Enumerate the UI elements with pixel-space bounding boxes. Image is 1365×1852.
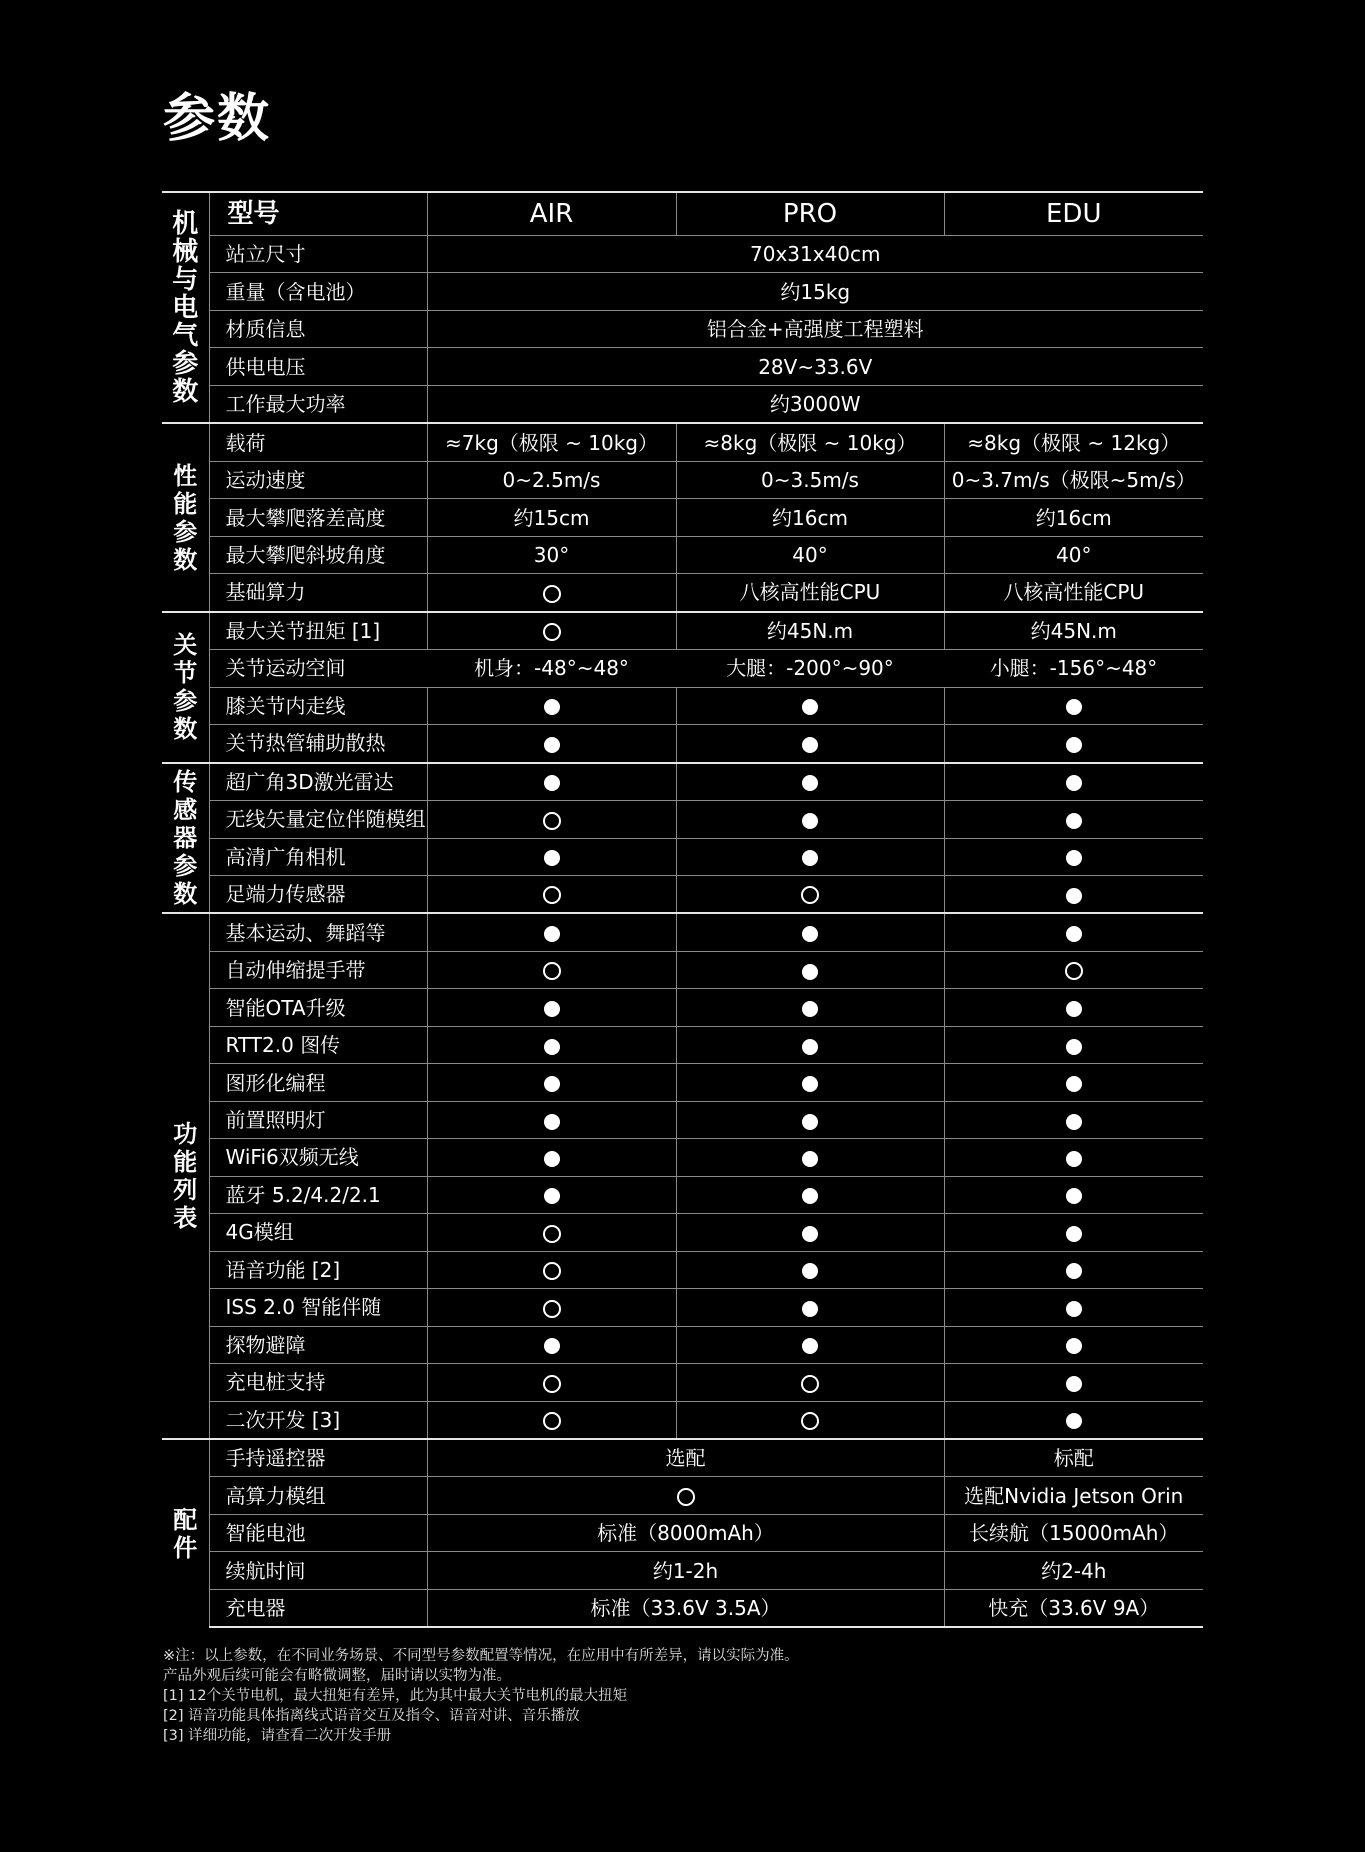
table-row (162, 1214, 1203, 1251)
footnote: [2] 语音功能具体指离线式语音交互及指令、语音对讲、音乐播放 (163, 1708, 580, 1724)
filled-circle-icon (802, 964, 818, 980)
filled-circle-icon (1066, 813, 1082, 829)
spec-table (162, 191, 1203, 1628)
row-label: 高清广角相机 (209, 838, 427, 875)
header-pro: PRO (676, 192, 944, 236)
table-row (162, 1401, 1203, 1439)
cell-air (427, 763, 676, 801)
cell-air (427, 1251, 676, 1288)
filled-circle-icon (1066, 850, 1082, 866)
cell-air (427, 574, 676, 612)
row-label: 语音功能 [2] (209, 1251, 427, 1288)
row-label: 运动速度 (209, 461, 427, 498)
cell-edu: 选配Nvidia Jetson Orin (944, 1477, 1203, 1514)
cell-edu (944, 1064, 1203, 1101)
cell-value: 铝合金+高强度工程塑料 (427, 310, 1203, 347)
row-label: 材质信息 (209, 310, 427, 347)
cell-air (427, 725, 676, 763)
cell-edu: 0~3.7m/s（极限~5m/s） (944, 461, 1203, 498)
section-joint: 关节参数 (162, 612, 209, 763)
table-row (162, 236, 1203, 273)
cell-value: 约3000W (427, 385, 1203, 423)
table-row (162, 348, 1203, 385)
cell-air-pro (427, 1477, 944, 1514)
page-title: 参数 (163, 89, 272, 149)
cell-edu (944, 1326, 1203, 1363)
cell-edu (944, 913, 1203, 951)
cell-pro (676, 1326, 944, 1363)
cell-edu (944, 801, 1203, 838)
cell-air (427, 1401, 676, 1439)
empty-circle-icon (677, 1488, 695, 1506)
filled-circle-icon (802, 1263, 818, 1279)
filled-circle-icon (544, 1114, 560, 1130)
filled-circle-icon (1066, 1263, 1082, 1279)
empty-circle-icon (801, 886, 819, 904)
cell-edu (944, 763, 1203, 801)
table-row (162, 1251, 1203, 1288)
cell-edu (944, 1289, 1203, 1326)
cell-air-pro: 选配 (427, 1439, 944, 1477)
row-label: 充电桩支持 (209, 1364, 427, 1401)
cell-edu (944, 1176, 1203, 1213)
cell-pro (676, 1139, 944, 1176)
header-model: 型号 (209, 192, 427, 236)
row-label: 蓝牙 5.2/4.2/2.1 (209, 1176, 427, 1213)
table-row (162, 1064, 1203, 1101)
table-row (162, 951, 1203, 988)
filled-circle-icon (544, 1188, 560, 1204)
cell-edu: 约45N.m (944, 612, 1203, 650)
filled-circle-icon (1066, 699, 1082, 715)
table-row (162, 1552, 1203, 1589)
filled-circle-icon (544, 850, 560, 866)
row-label: 最大关节扭矩 [1] (209, 612, 427, 650)
row-label: 无线矢量定位伴随模组 (209, 801, 427, 838)
table-row (162, 1326, 1203, 1363)
row-label: 探物避障 (209, 1326, 427, 1363)
cell-pro: 0~3.5m/s (676, 461, 944, 498)
cell-air (427, 875, 676, 913)
table-row (162, 461, 1203, 498)
cell-edu: 约2-4h (944, 1552, 1203, 1589)
cell-air (427, 1139, 676, 1176)
cell-pro (676, 1364, 944, 1401)
filled-circle-icon (802, 1001, 818, 1017)
cell-air-pro: 标准（33.6V 3.5A） (427, 1589, 944, 1627)
cell-edu (944, 1401, 1203, 1439)
row-label: 基本运动、舞蹈等 (209, 913, 427, 951)
cell-pro (676, 989, 944, 1026)
filled-circle-icon (544, 1338, 560, 1354)
filled-circle-icon (1066, 737, 1082, 753)
cell-pro (676, 838, 944, 875)
filled-circle-icon (802, 1076, 818, 1092)
filled-circle-icon (802, 775, 818, 791)
filled-circle-icon (1066, 926, 1082, 942)
cell-air (427, 687, 676, 724)
footnote: [3] 详细功能，请查看二次开发手册 (163, 1728, 392, 1744)
row-label: 4G模组 (209, 1214, 427, 1251)
filled-circle-icon (802, 926, 818, 942)
cell-edu (944, 838, 1203, 875)
table-row (162, 536, 1203, 573)
cell-edu: 小腿：-156°~48° (944, 650, 1203, 687)
table-row (162, 913, 1203, 951)
cell-edu (944, 951, 1203, 988)
table-row (162, 273, 1203, 310)
cell-edu (944, 1101, 1203, 1138)
cell-air: 0~2.5m/s (427, 461, 676, 498)
cell-pro (676, 1026, 944, 1063)
cell-edu: 长续航（15000mAh） (944, 1514, 1203, 1551)
empty-circle-icon (543, 1262, 561, 1280)
table-row (162, 385, 1203, 423)
filled-circle-icon (1066, 1039, 1082, 1055)
filled-circle-icon (544, 1001, 560, 1017)
cell-pro: 大腿：-200°~90° (676, 650, 944, 687)
cell-air-pro: 标准（8000mAh） (427, 1514, 944, 1551)
empty-circle-icon (543, 1412, 561, 1430)
cell-air (427, 1026, 676, 1063)
cell-air (427, 801, 676, 838)
filled-circle-icon (1066, 888, 1082, 904)
filled-circle-icon (802, 850, 818, 866)
cell-air (427, 1101, 676, 1138)
row-label: 二次开发 [3] (209, 1401, 427, 1439)
cell-edu (944, 1251, 1203, 1288)
filled-circle-icon (802, 699, 818, 715)
filled-circle-icon (544, 699, 560, 715)
empty-circle-icon (543, 886, 561, 904)
row-label: 高算力模组 (209, 1477, 427, 1514)
footnote: 产品外观后续可能会有略微调整，届时请以实物为准。 (163, 1668, 511, 1684)
row-label: 前置照明灯 (209, 1101, 427, 1138)
row-label: 载荷 (209, 423, 427, 461)
table-row (162, 1589, 1203, 1627)
table-row (162, 310, 1203, 347)
row-label: ISS 2.0 智能伴随 (209, 1289, 427, 1326)
section-perf: 性能参数 (162, 423, 209, 611)
table-row (162, 838, 1203, 875)
table-row (162, 499, 1203, 536)
cell-air (427, 951, 676, 988)
table-row (162, 763, 1203, 801)
cell-air: 机身：-48°~48° (427, 650, 676, 687)
empty-circle-icon (543, 585, 561, 603)
filled-circle-icon (544, 1039, 560, 1055)
row-label: 智能电池 (209, 1514, 427, 1551)
filled-circle-icon (1066, 1076, 1082, 1092)
row-label: 足端力传感器 (209, 875, 427, 913)
row-label: 智能OTA升级 (209, 989, 427, 1026)
cell-air (427, 1064, 676, 1101)
row-label: 重量（含电池） (209, 273, 427, 310)
table-row (162, 1289, 1203, 1326)
empty-circle-icon (543, 1375, 561, 1393)
section-func: 功能列表 (162, 913, 209, 1439)
cell-pro (676, 1064, 944, 1101)
row-label: 最大攀爬落差高度 (209, 499, 427, 536)
cell-edu: 40° (944, 536, 1203, 573)
filled-circle-icon (802, 1226, 818, 1242)
cell-pro (676, 875, 944, 913)
empty-circle-icon (543, 962, 561, 980)
row-label: RTT2.0 图传 (209, 1026, 427, 1063)
table-row (162, 1439, 1203, 1477)
filled-circle-icon (802, 1151, 818, 1167)
row-label: 自动伸缩提手带 (209, 951, 427, 988)
empty-circle-icon (1065, 962, 1083, 980)
empty-circle-icon (801, 1375, 819, 1393)
cell-edu: 八核高性能CPU (944, 574, 1203, 612)
filled-circle-icon (1066, 775, 1082, 791)
table-row (162, 687, 1203, 724)
cell-air: ≈7kg（极限 ~ 10kg） (427, 423, 676, 461)
cell-pro (676, 1214, 944, 1251)
row-label: 超广角3D激光雷达 (209, 763, 427, 801)
filled-circle-icon (1066, 1001, 1082, 1017)
table-row (162, 989, 1203, 1026)
cell-edu (944, 687, 1203, 724)
footnote: [1] 12个关节电机，最大扭矩有差异，此为其中最大关节电机的最大扭矩 (163, 1688, 628, 1704)
table-row (162, 612, 1203, 650)
empty-circle-icon (543, 812, 561, 830)
cell-pro (676, 763, 944, 801)
row-label: 手持遥控器 (209, 1439, 427, 1477)
cell-air (427, 913, 676, 951)
cell-air (427, 612, 676, 650)
cell-value: 70x31x40cm (427, 236, 1203, 273)
cell-air (427, 1364, 676, 1401)
cell-edu: 标配 (944, 1439, 1203, 1477)
footnotes (163, 1646, 799, 1746)
filled-circle-icon (544, 1076, 560, 1092)
table-row (162, 725, 1203, 763)
table-row (162, 650, 1203, 687)
table-row (162, 423, 1203, 461)
row-label: 充电器 (209, 1589, 427, 1627)
filled-circle-icon (1066, 1151, 1082, 1167)
cell-edu (944, 725, 1203, 763)
table-row (162, 1364, 1203, 1401)
header-row (162, 192, 1203, 236)
cell-air (427, 989, 676, 1026)
cell-pro (676, 913, 944, 951)
row-label: 续航时间 (209, 1552, 427, 1589)
cell-pro (676, 1289, 944, 1326)
filled-circle-icon (1066, 1301, 1082, 1317)
section-sensor: 传感器参数 (162, 763, 209, 914)
section-acc: 配件 (162, 1439, 209, 1627)
empty-circle-icon (543, 1300, 561, 1318)
row-label: 图形化编程 (209, 1064, 427, 1101)
footnote: ※注：以上参数，在不同业务场景、不同型号参数配置等情况，在应用中有所差异，请以实际为准。 (163, 1648, 799, 1664)
cell-air (427, 1176, 676, 1213)
table-row (162, 1514, 1203, 1551)
cell-edu (944, 875, 1203, 913)
cell-pro (676, 687, 944, 724)
row-label: 工作最大功率 (209, 385, 427, 423)
filled-circle-icon (544, 926, 560, 942)
cell-pro (676, 1401, 944, 1439)
filled-circle-icon (1066, 1226, 1082, 1242)
cell-air (427, 1289, 676, 1326)
header-air: AIR (427, 192, 676, 236)
cell-pro (676, 1251, 944, 1288)
section-mech: 机械与电气参数 (162, 192, 209, 423)
cell-edu: ≈8kg（极限 ~ 12kg） (944, 423, 1203, 461)
filled-circle-icon (802, 737, 818, 753)
table-row (162, 1026, 1203, 1063)
row-label: 供电电压 (209, 348, 427, 385)
table-row (162, 574, 1203, 612)
row-label: WiFi6双频无线 (209, 1139, 427, 1176)
table-row (162, 1176, 1203, 1213)
cell-pro (676, 1101, 944, 1138)
cell-pro (676, 1176, 944, 1213)
empty-circle-icon (543, 1225, 561, 1243)
cell-pro (676, 725, 944, 763)
filled-circle-icon (1066, 1413, 1082, 1429)
cell-air (427, 838, 676, 875)
filled-circle-icon (1066, 1114, 1082, 1130)
cell-value: 约15kg (427, 273, 1203, 310)
cell-pro: 40° (676, 536, 944, 573)
cell-edu: 快充（33.6V 9A） (944, 1589, 1203, 1627)
filled-circle-icon (802, 1338, 818, 1354)
cell-value: 28V~33.6V (427, 348, 1203, 385)
row-label: 最大攀爬斜坡角度 (209, 536, 427, 573)
table-row (162, 1101, 1203, 1138)
filled-circle-icon (802, 1039, 818, 1055)
empty-circle-icon (801, 1412, 819, 1430)
row-label: 关节热管辅助散热 (209, 725, 427, 763)
cell-edu (944, 989, 1203, 1026)
cell-air-pro: 约1-2h (427, 1552, 944, 1589)
cell-edu: 约16cm (944, 499, 1203, 536)
filled-circle-icon (802, 1114, 818, 1130)
cell-air: 30° (427, 536, 676, 573)
row-label: 站立尺寸 (209, 236, 427, 273)
row-label: 基础算力 (209, 574, 427, 612)
header-edu: EDU (944, 192, 1203, 236)
cell-pro: ≈8kg（极限 ~ 10kg） (676, 423, 944, 461)
filled-circle-icon (1066, 1376, 1082, 1392)
cell-pro: 约16cm (676, 499, 944, 536)
filled-circle-icon (1066, 1188, 1082, 1204)
table-row (162, 875, 1203, 913)
empty-circle-icon (543, 623, 561, 641)
cell-pro: 约45N.m (676, 612, 944, 650)
table-row (162, 801, 1203, 838)
filled-circle-icon (802, 813, 818, 829)
filled-circle-icon (544, 1151, 560, 1167)
cell-edu (944, 1026, 1203, 1063)
cell-pro (676, 801, 944, 838)
cell-edu (944, 1364, 1203, 1401)
filled-circle-icon (802, 1301, 818, 1317)
table-row (162, 1477, 1203, 1514)
cell-edu (944, 1214, 1203, 1251)
filled-circle-icon (1066, 1338, 1082, 1354)
cell-pro (676, 951, 944, 988)
cell-air (427, 1214, 676, 1251)
filled-circle-icon (544, 737, 560, 753)
row-label: 膝关节内走线 (209, 687, 427, 724)
cell-pro: 八核高性能CPU (676, 574, 944, 612)
cell-air: 约15cm (427, 499, 676, 536)
cell-edu (944, 1139, 1203, 1176)
table-row (162, 1139, 1203, 1176)
cell-air (427, 1326, 676, 1363)
filled-circle-icon (802, 1188, 818, 1204)
row-label: 关节运动空间 (209, 650, 427, 687)
filled-circle-icon (544, 775, 560, 791)
